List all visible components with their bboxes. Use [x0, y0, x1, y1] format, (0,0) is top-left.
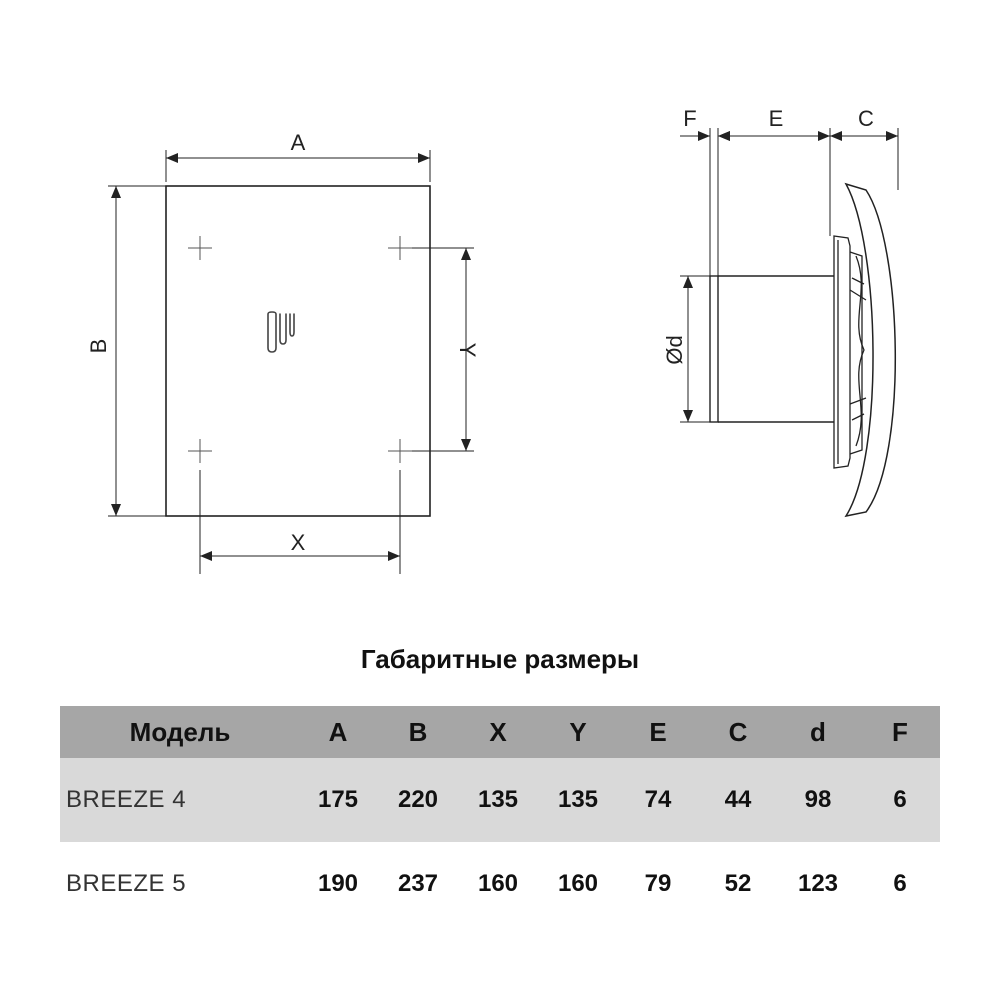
table-row: [60, 842, 940, 926]
cell-e: 79: [644, 870, 672, 897]
side-view: [662, 106, 898, 516]
dim-c: [830, 106, 898, 136]
header-cell-y: Y: [569, 716, 587, 747]
cell-x: 160: [477, 870, 519, 897]
dimensions-table: [60, 706, 940, 926]
dim-x: [200, 470, 400, 574]
cell-f: 6: [893, 870, 907, 897]
dim-d: [662, 276, 710, 422]
header-cell-x: X: [489, 716, 507, 747]
dim-a: [166, 130, 430, 182]
dim-label-y: Y: [455, 342, 480, 358]
header-cell-f: F: [892, 716, 908, 747]
fan-housing: [834, 236, 866, 468]
header-cell-model: Модель: [129, 716, 231, 747]
header-cell-d: d: [810, 716, 826, 747]
dim-label-d: Ød: [662, 335, 687, 365]
dim-label-f: F: [683, 106, 697, 131]
cell-e: 74: [644, 786, 672, 813]
cell-b: 220: [397, 786, 439, 813]
header-cell-a: A: [328, 716, 348, 747]
brand-logo: [268, 312, 294, 352]
dim-f: [680, 106, 738, 136]
front-panel: [166, 186, 430, 516]
cell-a: 190: [317, 870, 359, 897]
cell-y: 135: [557, 786, 599, 813]
front-view: [86, 130, 480, 574]
cell-b: 237: [397, 870, 439, 897]
dim-e: [718, 106, 830, 136]
row-model-name: BREEZE 5: [66, 870, 187, 897]
cell-c: 52: [724, 870, 752, 897]
dim-label-a: A: [290, 130, 306, 155]
dim-label-e: E: [768, 106, 784, 131]
dim-label-x: X: [290, 530, 306, 555]
table-title: Габаритные размеры: [360, 644, 640, 674]
dim-y: [412, 248, 480, 451]
header-cell-b: B: [408, 716, 428, 747]
dim-b: [86, 186, 166, 516]
cell-a: 175: [317, 786, 359, 813]
dim-label-b: B: [86, 338, 111, 354]
cell-d: 98: [804, 786, 832, 813]
curved-front-panel: [846, 184, 895, 516]
cell-c: 44: [724, 786, 752, 813]
duct-spigot: [710, 276, 834, 422]
row-model-name: BREEZE 4: [66, 786, 187, 813]
cell-d: 123: [797, 870, 839, 897]
mounting-hole-marks: [188, 236, 412, 463]
cell-y: 160: [557, 870, 599, 897]
header-cell-c: C: [728, 716, 748, 747]
cell-f: 6: [893, 786, 907, 813]
cell-x: 135: [477, 786, 519, 813]
table-row: [60, 758, 940, 842]
header-cell-e: E: [649, 716, 667, 747]
table-header-row: [60, 706, 940, 758]
dim-label-c: C: [858, 106, 874, 131]
